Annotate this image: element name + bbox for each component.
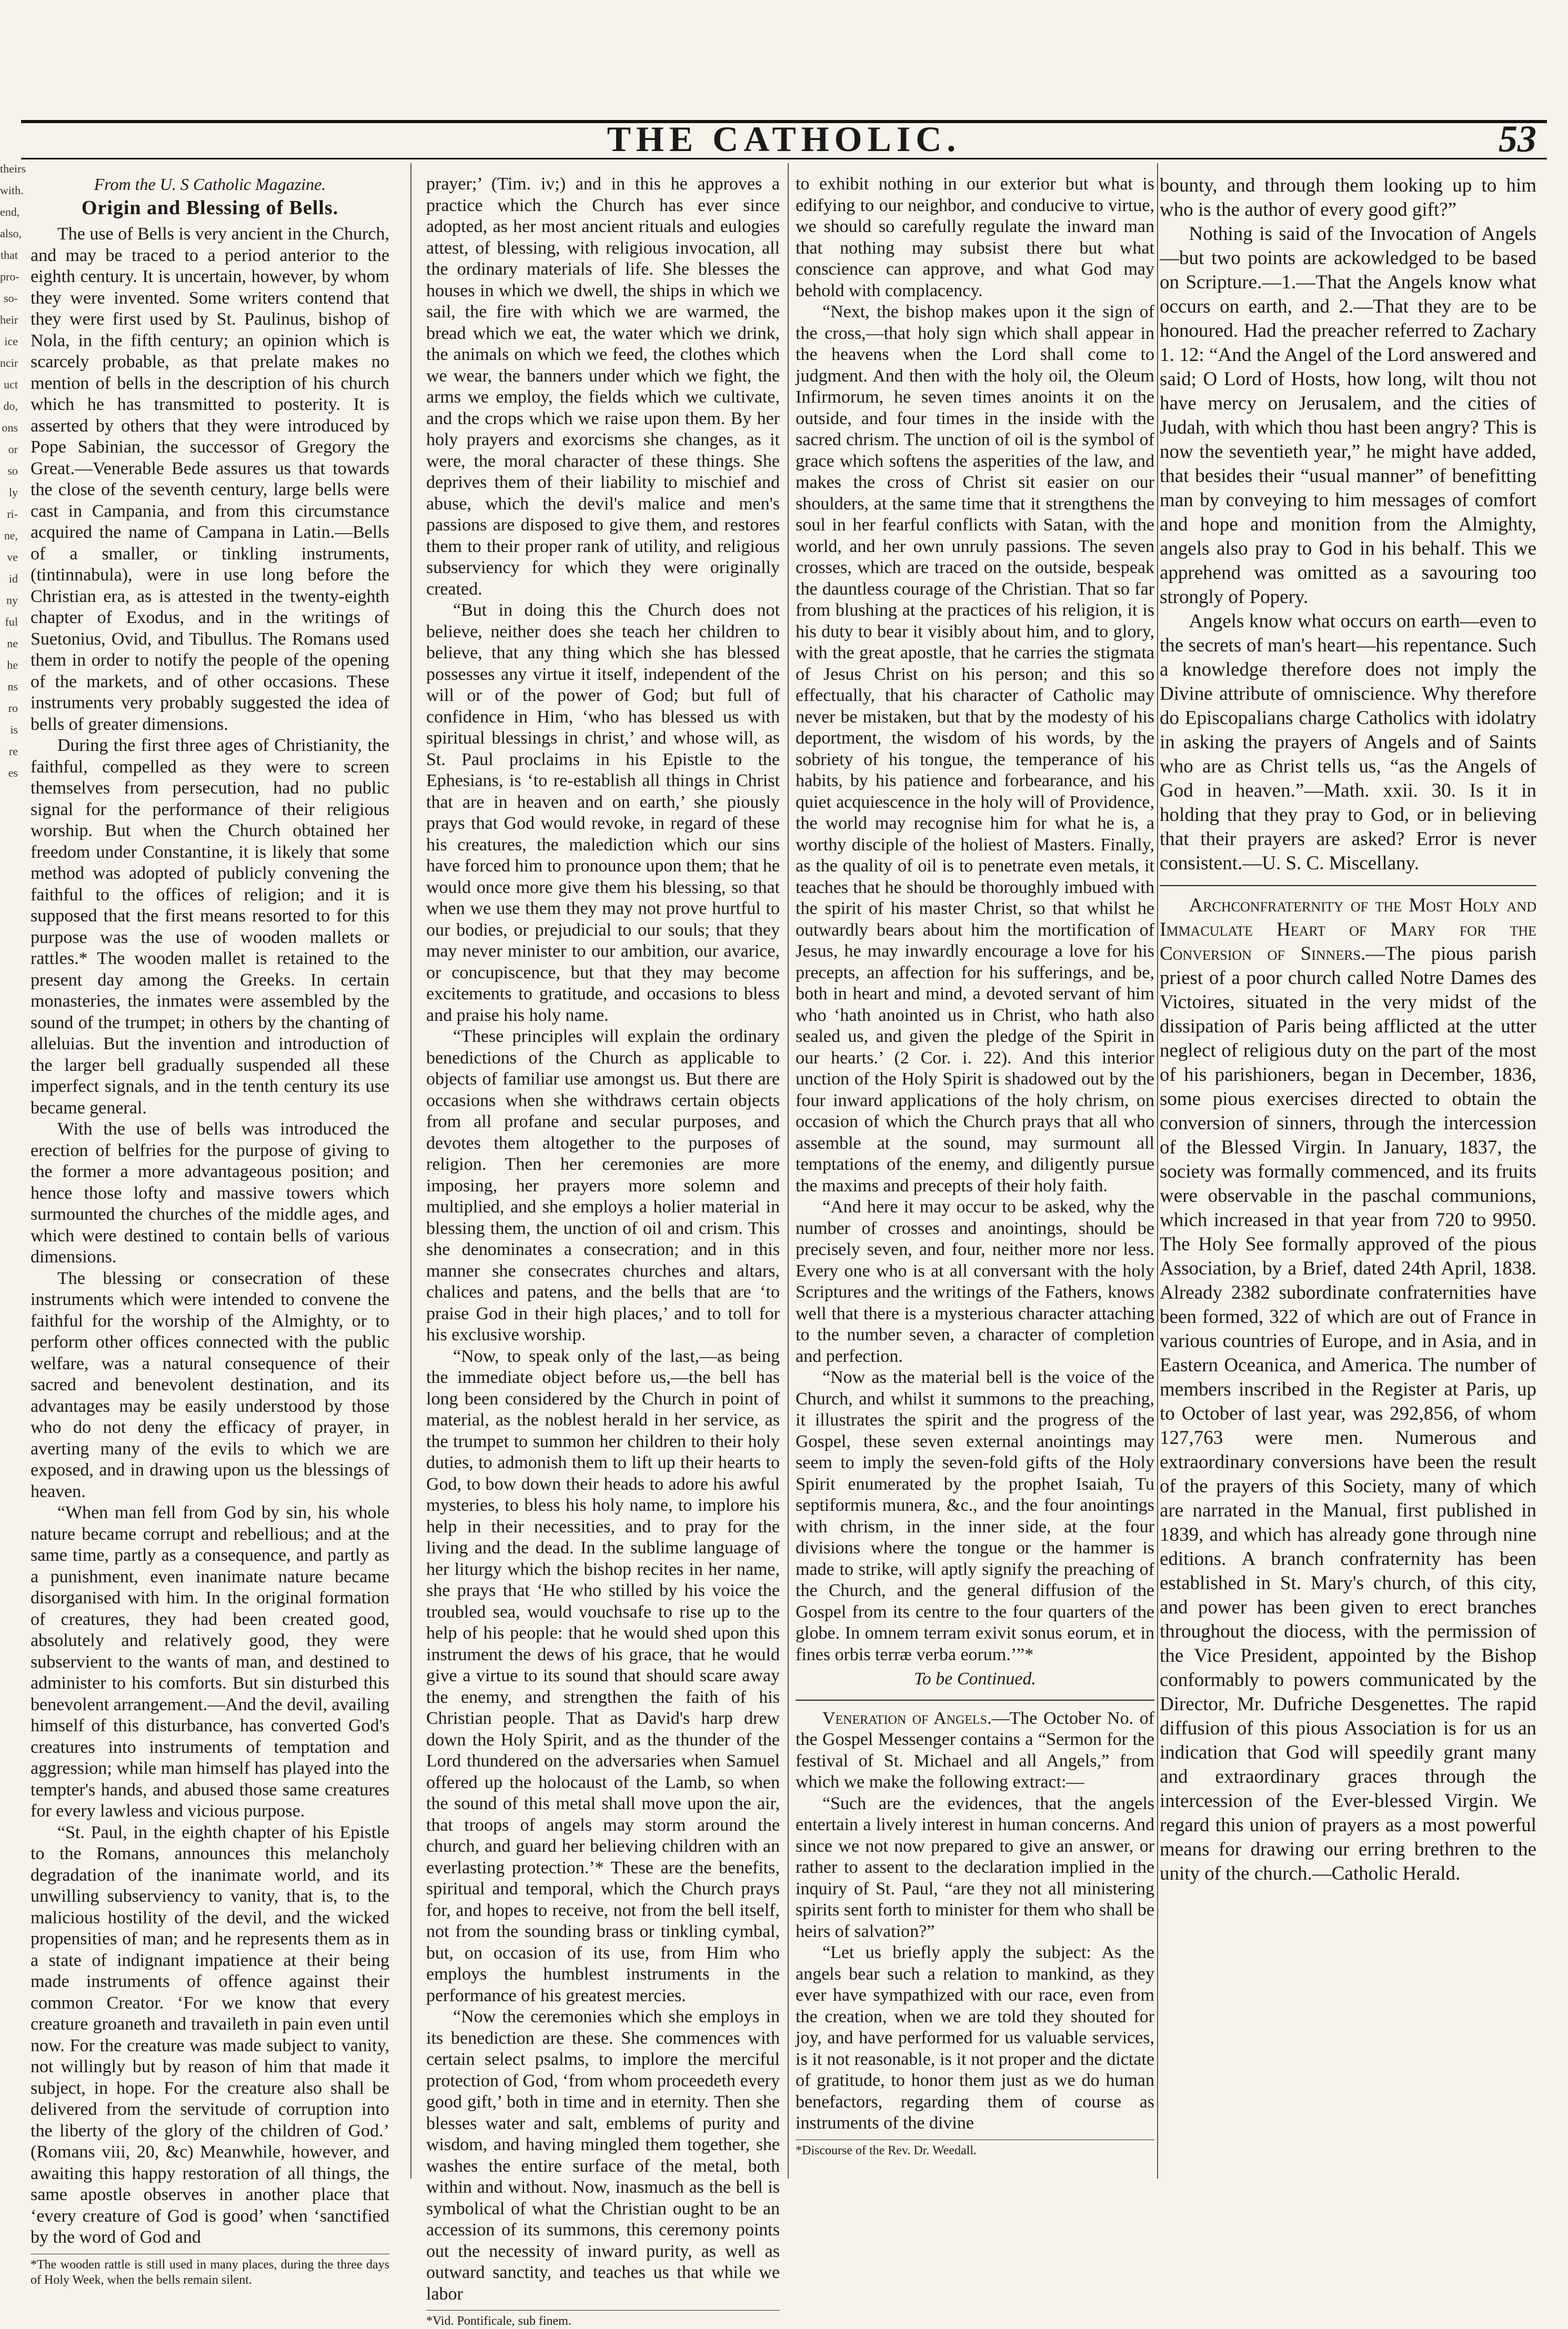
paragraph: “When man fell from God by sin, his whole nature became corrupt and rebellious; and at the same time, partly as a consequence, and partly as a punishment, even inanimate nature became disorganised with him. In the original formation of creatures, they had been created good, absolutely and relatively good, they were subservient to the wants of man, and destined to administer to his comforts. But sin disturbed this benevolent arrangement.—And the devil, availing himself of this disturbance, has converted God's creatures into instruments of temptation and aggression; while man himself has played into the tempter's hands, and abused those same creatures for every lawless and vicious purpose. [31, 1503, 389, 1821]
paragraph: “Now as the material bell is the voice of the Church, and whilst it summons to the preaching, it illustrates the spirit and the progress of the Gospel, these seven external anointings may seem to imply the seven-fold gifts of the Holy Spirit enumerated by the prophet Isaiah, Tu septiformis munera, &c., and the four anointings with chrism, in the inner side, at the four divisions where the tongue or the hammer is made to strike, will aptly signify the preaching of the Church, and the general diffusion of the Gospel from its centre to the four quarters of the globe. In omnem terram exivit sonus eorum, et in fines orbis terræ verba eorum.’”* [796, 1368, 1154, 1664]
paragraph: prayer;’ (Tim. iv;) and in this he approves a practice which the Church has ever since adopted, as her most ancient rituals and eulogies attest, of blessing, with religious invocation, all the ordinary materials of life. She blesses the houses in which we dwell, the ships in which we sail, the fire with which we are warmed, the bread which we eat, the water which we drink, the animals on which we feed, the clothes which we wear, the banners under which we fight, the arms we employ, the fields which we cultivate, and the crops which we raise upon them. By her holy prayers and exorcisms she changes, as it were, the moral character of these things. She deprives them of their liability to mischief and abuse, which the devil's malice and men's passions are disposed to give them, and restores them to their proper rank of utility, and religious subserviency for which they were originally created. [426, 174, 780, 599]
edge-fragment: is [10, 723, 18, 736]
paragraph: —The October No. of the Gospel Messenger contains a “Sermon for the festival of St. Michael and all Angels,” from which we make the following extract:— [796, 1708, 1154, 1792]
edge-fragment: ne, [4, 529, 18, 542]
edge-fragment: ne [7, 637, 18, 650]
section-rule [1160, 885, 1536, 886]
paragraph: to exhibit nothing in our exterior but what is edifying to our neighbor, and conducive to virtue, we should so carefully regulate the inward man that nothing may subsist there but what conscience can approve, and what God may behold with complacency. [796, 174, 1154, 300]
edge-fragment: with. [0, 184, 24, 197]
paragraph: During the first three ages of Christianity, the faithful, compelled as they were to screen themselves from persecution, had no public signal for the performance of their religious worship. But when the Church obtained her freedom under Constantine, it is likely that some method was adopted of publicly convening the faithful to the offices of religion; and it is supposed that the first means resorted to for this purpose was the use of wooden mallets or rattles.* The wooden mallet is retained to the present day among the Greeks. In certain monasteries, the inmates were assembled by the sound of the trumpet; in others by the chanting of alleluias. But the invention and introduction of the larger bell gradually suspended all these imperfect signals, and in the tenth century its use became general. [31, 736, 389, 1118]
footnote: *Discourse of the Rev. Dr. Weedall. [796, 2140, 1154, 2159]
paragraph: “St. Paul, in the eighth chapter of his Epistle to the Romans, announces this melancholy degradation of the inanimate world, and its unwilling subserviency to vanity, that is, to the malicious hostility of the devil, and the wicked propensities of man; and he represents them as in a state of indignant impatience at their being made instruments of offence against their common Creator. ‘For we know that every creature groaneth and travaileth in pain even until now. For the creature was made subject to vanity, not willingly but by reason of him that made it subject, in hope. For the creature also shall be delivered from the servitude of corruption into the liberty of the glory of the children of God.’ (Romans viii, 20, &c) Meanwhile, however, and awaiting this happy restoration of all things, the same apostle observes in another place that ‘every creature of God is good’ when ‘sanctified by the word of God and [31, 1822, 389, 2247]
masthead-rule [21, 158, 1547, 159]
paragraph: “But in doing this the Church does not believe, neither does she teach her children to believe, that any thing which she has blessed possesses any virtue it itself, independent of the will or of the power of God; but full of confidence in Him, ‘who has blessed us with spiritual blessings in christ,’ and whose will, as St. Paul proclaims in his Epistle to the Ephesians, is ‘to re-establish all things in Christ that are in heaven and on earth,’ she piously prays that God would revoke, in regard of these his creatures, the malediction which our sins have forced him to pronounce upon them; that he would once more give them his blessing, so that when we use them they may not prove hurtful to our bodies, or prejudicial to our souls; that they may never minister to our ambition, our avarice, or concupiscence, but that they may become excitements to gratitude, and occasions to bless and praise his holy name. [426, 600, 780, 1025]
source-credit: From the U. S Catholic Magazine. [94, 175, 326, 194]
section-heading: Archconfraternity of the Most Holy and Immaculate Heart of Mary for the Conversion of Sinners. [1160, 895, 1536, 965]
paragraph: Nothing is said of the Invocation of Angels—but two points are ackowledged to be based on Scripture.—1.—That the Angels know what occurs on earth, and 2.—That they are to be honoured. Had the preacher referred to Zachary 1. 12: “And the Angel of the Lord answered and said; O Lord of Hosts, how long, wilt thou not have mercy on Jerusalem, and the cities of Judah, with which thou hast been angry? This is now the seventieth year,” he might have added, that besides their “usual manner” of benefitting man by conveying to him messages of comfort and hope and monition from the Almighty, angels also pray to God in his behalf. This we apprehend was omitted as a savouring too strongly of Popery. [1160, 223, 1536, 608]
column-divider [788, 163, 789, 2179]
paragraph: “Next, the bishop makes upon it the sign of the cross,—that holy sign which shall appear in the heavens when the Lord shall come to judgment. And then with the holy oil, the Oleum Infirmorum, he seven times anoints it on the outside, and four times in the inside with the sacred chrism. The unction of oil is the symbol of grace which softens the asperities of the law, and makes the cross of Christ sit easier on our shoulders, at the same time that it strengthens the soul in her fearful conflicts with Satan, with the world, and her own unruly passions. The seven crosses, which are traced on the outside, bespeak the dauntless courage of the Christian. That so far from blushing at the practices of his religion, it is his duty to bear it visibly about him, and to glory, with the great apostle, that he carries the stigmata of Jesus Christ on his person; and this so effectually, that his character of Catholic may never be mistaken, but that by the modesty of his deportment, the wisdom of his words, by the sobriety of his tongue, the temperance of his habits, by his patience and forbearance, and his quiet acquiescence in the holy will of Providence, the world may recognise him for what he is, a worthy disciple of the holiest of Masters. Finally, as the quality of oil is to penetrate even metals, it teaches that he should be thoroughly imbued with the spirit of his master Christ, so that whilst he outwardly bears about him the mortification of Jesus, he may inwardly encourage a love for his precepts, an affection for his sufferings, and be, both in heart and mind, a devoted servant of him who ‘hath anointed us in Christ, who hath also sealed us, and given the pledge of the Spirit in our hearts.’ (2 Cor. i. 22). And this interior unction of the Holy Spirit is shadowed out by the four inward applications of the holy chrism, on occasion of which the Church prays that all who assemble at the sound, may surmount all temptations of the enemy, and diligently pursue the maxims and precepts of their holy faith. [796, 302, 1154, 1196]
section-heading: Veneration of Angels. [822, 1708, 992, 1728]
edge-fragment: so [7, 464, 18, 477]
footnote: *Vid. Pontificale, sub finem. [426, 2310, 780, 2329]
page-number: 53 [1499, 118, 1536, 160]
column-divider [1157, 163, 1158, 2179]
edge-fragment: ful [5, 615, 18, 628]
column-4 [1160, 174, 1536, 2147]
edge-fragment: pro- [0, 270, 19, 283]
to-be-continued: To be Continued. [913, 1669, 1037, 1689]
paragraph: “Now, to speak only of the last,—as being the immediate object before us,—the bell has long been considered by the Church in point of material, as the noblest herald in her service, as the trumpet to summon her children to their holy duties, to admonish them to lift up their hearts to God, to bow down their heads to adore his awful mysteries, to bless his holy name, to implore his help in their necessities, and to pray for the living and the dead. In the sublime language of her liturgy which the bishop recites in her name, she prays that ‘He who stilled by his voice the troubled sea, would vouchsafe to rise up to the help of his people: that he would shed upon this instrument the dews of his grace, that he would give a virtue to its sound that should scare away the enemy, and strengthen the faith of his Christian people. That as David's harp drew down the Holy Spirit, and as the thunder of the Lord thundered on the adversaries when Samuel offered up the holocaust of the Lamb, so when the sound of this metal shall move upon the air, that troops of angels may storm around the church, and guard her believing children with an everlasting protection.’* These are the benefits, spiritual and temporal, which the Church prays for, and hopes to receive, not from the bell itself, not from the sounding brass or tinkling cymbal, but, on occasion of its use, from Him who employs the humblest instruments in the performance of his greatest mercies. [426, 1346, 780, 2005]
column-3 [796, 174, 1154, 2157]
paragraph: The use of Bells is very ancient in the Church, and may be traced to a period anterior to the eighth century. It is uncertain, however, by whom they were invented. Some writers contend that they were first used by St. Paulinus, bishop of Nola, in the fifth century; an opinion which is scarcely probable, as that prelate makes no mention of bells in the description of his church which he has transmitted to posterity. It is asserted by others that they were introduced by Pope Sabinian, the successor of Gregory the Great.—Venerable Bede assures us that towards the close of the seventh century, large bells were cast in Campania, and from this circumstance acquired the name of Campana in Latin.—Bells of a smaller, or tinkling instruments, (tintinnabula), were in use long before the Christian era, as is attested in the twenty-eighth chapter of Exodus, and in the writings of Suetonius, Ovid, and Tibullus. The Romans used them in order to notify the people of the opening of the markets, and of other occasions. These instruments very probably suggested the idea of bells of greater dimensions. [31, 224, 389, 734]
edge-fragment: ns [7, 680, 18, 693]
edge-fragment: ro [8, 701, 18, 715]
column-divider [410, 163, 411, 2179]
paragraph: With the use of bells was introduced the erection of belfries for the purpose of giving to the former a more advantageous position; and hence those lofty and massive towers which surmounted the churches of the middle ages, and which were destined to contain bells of various dimensions. [31, 1119, 389, 1267]
edge-fragment: end, [0, 205, 20, 218]
edge-fragment: ve [7, 550, 18, 564]
edge-fragment: theirs [0, 162, 26, 175]
edge-fragment: that [1, 248, 18, 262]
edge-fragment: do, [3, 399, 18, 413]
paragraph: —The pious parish priest of a poor church called Notre Dames des Victoires, situated in the very midst of the dissipation of Paris being afflicted at the utter neglect of religious duty on the part of the most of his parishioners, began in December, 1836, some pious exercises directed to obtain the conversion of sinners, through the intercession of the Blessed Virgin. In January, 1837, the society was formally commenced, and its fruits were observable in the paschal communions, which increased in that year from 720 to 9950. The Holy See formally approved of the pious Association, by a Brief, dated 24th April, 1838. Already 2382 subordinate confraternities have been formed, 322 of which are out of France in various countries of Europe, and in Asia, and in Eastern Oceanica, and America. The number of members inscribed in the Register at Paris, up to October of last year, was 292,856, of whom 127,763 were men. Numerous and extraordinary conversions have been the result of the prayers of this Society, many of which are narrated in the Manual, first published in 1839, and which has already gone through nine editions. A branch confraternity has been established in St. Mary's church, of this city, and power has been given to erect branches throughout the diocess, with the permission of the Vice President, appointed by the Bishop conformably to powers communicated by the Director, Mr. Dufriche Desgenettes. The rapid diffusion of this pious Association is for us an indication that God will speedily grant many and extraordinary graces through the intercession of the Ever-blessed Virgin. We regard this union of prayers as a most powerful means for drawing our erring brethren to the unity of the church.—Catholic Herald. [1160, 943, 1536, 1884]
edge-fragment: ice [4, 335, 18, 348]
column-1 [31, 174, 389, 2287]
edge-fragment: ly [8, 486, 18, 499]
section-rule [796, 1700, 1154, 1701]
edge-fragment: id [8, 572, 18, 585]
paragraph: “These principles will explain the ordinary benedictions of the Church as applicable to objects of familiar use amongst us. But there are occasions when she withdraws certain objects from all profane and secular purposes, and devotes them altogether to the purposes of religion. Then her ceremonies are more imposing, her prayers more solemn and multiplied, and she employs a holier material in blessing them, the unction of oil and crism. This she denominates a consecration; and in this manner she consecrates churches and altars, chalices and patens, and the bells that are ‘to praise God in their high places,’ and to toll for his exclusive worship. [426, 1027, 780, 1344]
edge-fragment: re [8, 745, 18, 758]
article-headline: Origin and Blessing of Bells. [81, 196, 339, 219]
left-edge-fragments [0, 158, 26, 2210]
paragraph: bounty, and through them looking up to him who is the author of every good gift?” [1160, 175, 1536, 220]
edge-fragment: es [8, 766, 18, 779]
paragraph: “Now the ceremonies which she employs in its benediction are these. She commences with certain select psalms, to implore the merciful protection of God, ‘from whom proceedeth every good gift,’ both in time and in eternity. Then she blesses water and salt, emblems of purity and wisdom, and having mingled them together, she washes the entire surface of the metal, both within and without. Now, inasmuch as the bell is symbolical of what the Christian ought to be an accession of its summons, this ceremony points out the necessity of inward purity, as well as outward sanctity, and teaches us that while we labor [426, 2007, 780, 2304]
angels-article [796, 1708, 1154, 1793]
paragraph: “Let us briefly apply the subject: As the angels bear such a relation to mankind, as they ever have sympathized with our race, even from the creation, when we are told they shouted for joy, and have performed for us valuable services, is it not reasonable, is it not proper and the dictate of gratitude, to honor them just as we do human benefactors, regarding them of course as instruments of the divine [796, 1943, 1154, 2133]
edge-fragment: also, [0, 227, 22, 240]
paragraph: “And here it may occur to be asked, why the number of crosses and anointings, should be precisely seven, and four, neither more nor less. Every one who is at all conversant with the holy Scriptures and the writings of the Fathers, knows well that there is a mysterious character attaching to the number seven, a character of completion and perfection. [796, 1197, 1154, 1366]
edge-fragment: ncir [0, 356, 18, 369]
edge-fragment: so- [4, 292, 18, 305]
edge-fragment: or [8, 443, 18, 456]
archconfraternity-article [1160, 894, 1536, 1886]
edge-fragment: ons [2, 421, 18, 434]
edge-fragment: he [7, 658, 18, 671]
column-2 [426, 174, 780, 2328]
paragraph: The blessing or consecration of these instruments which were intended to convene the faithful for the worship of the Almighty, or to perform other offices connected with the public welfare, was a natural consequence of their sacred and benevolent destination, and its advantages may be easily understood by those who do not deny the efficacy of prayer, in averting many of the evils to which we are exposed, and in drawing upon us the blessings of heaven. [31, 1268, 389, 1501]
footnote: *The wooden rattle is still used in many places, during the three days of Holy Week, when the bells remain silent. [31, 2254, 389, 2288]
edge-fragment: uct [4, 378, 18, 391]
paragraph: “Such are the evidences, that the angels entertain a lively interest in human concerns. And since we not now prepared to give an answer, or rather to assent to the declaration implied in the inquiry of St. Paul, “are they not all ministering spirits sent forth to minister for them who shall be heirs of salvation?” [796, 1793, 1154, 1941]
edge-fragment: ri- [7, 507, 18, 520]
masthead-title: THE CATHOLIC. [607, 119, 961, 159]
edge-fragment: heir [0, 313, 18, 326]
edge-fragment: ny [6, 594, 18, 607]
paragraph: Angels know what occurs on earth—even to the secrets of man's heart—his repentance. Such a knowledge therefore does not imply the Divine attribute of omniscience. Why therefore do Episcopalians charge Catholics with idolatry in asking the prayers of Angels and of Saints who are as Christ tells us, “as the Angels of God in heaven.”—Math. xxii. 30. Is it in holding that they pray to God, or in believing that their prayers are asked? Error is never consistent.—U. S. C. Miscellany. [1160, 610, 1536, 874]
